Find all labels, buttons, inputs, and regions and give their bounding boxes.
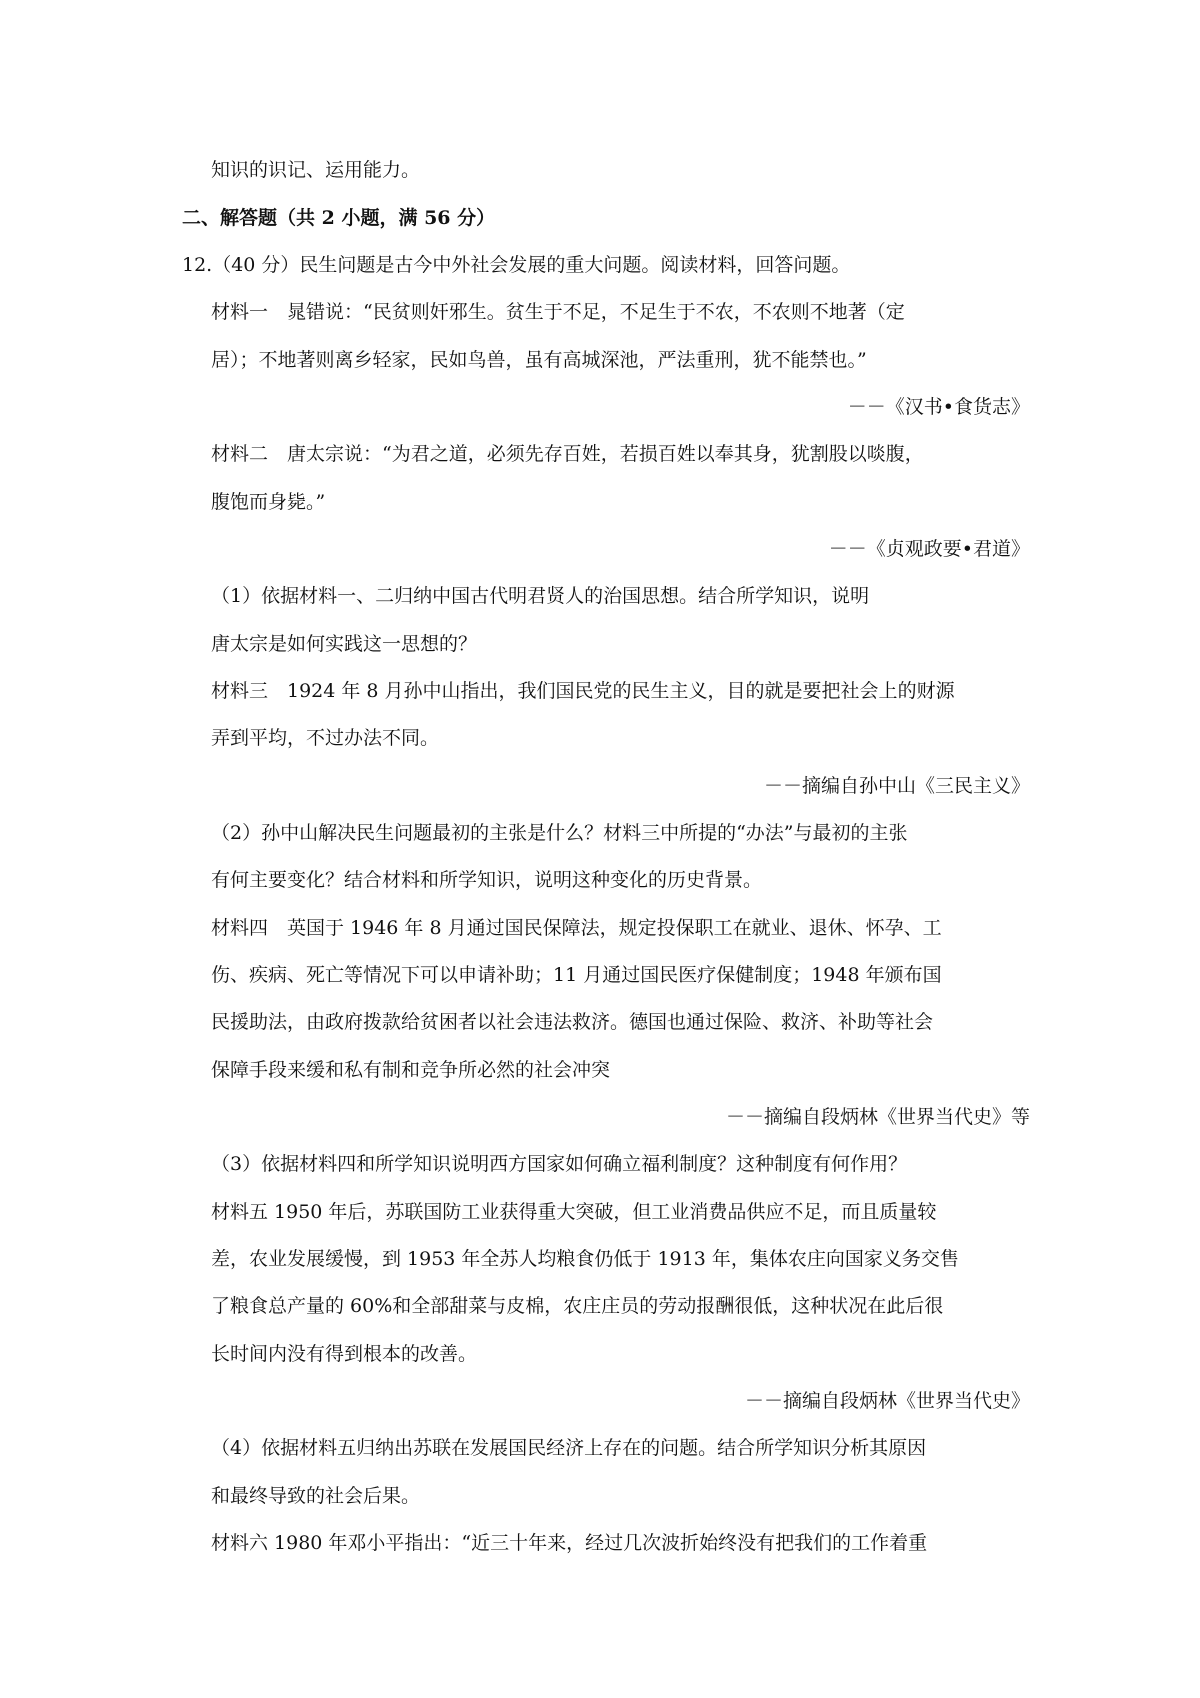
text-line: 有何主要变化？结合材料和所学知识，说明这种变化的历史背景。 <box>211 869 763 891</box>
citation: －－摘编自孙中山《三民主义》 <box>763 775 1030 797</box>
citation: －－《汉书•食货志》 <box>847 396 1030 418</box>
citation: －－摘编自段炳林《世界当代史》 <box>744 1390 1030 1412</box>
text-line: 和最终导致的社会后果。 <box>211 1485 421 1507</box>
text-line: 材料六 1980 年邓小平指出：“近三十年来，经过几次波折始终没有把我们的工作着重 <box>211 1532 928 1554</box>
text-line: 伤、疾病、死亡等情况下可以申请补助；11 月通过国民医疗保健制度；1948 年颁布国 <box>211 964 942 986</box>
text-line: 了粮食总产量的 60%和全部甜菜与皮棉，农庄庄员的劳动报酬很低，这种状况在此后很 <box>211 1295 944 1317</box>
text-line: 腹饱而身毙。” <box>211 491 326 513</box>
citation: －－摘编自段炳林《世界当代史》等 <box>725 1106 1030 1128</box>
text-line: 弄到平均，不过办法不同。 <box>211 727 440 749</box>
citation: －－《贞观政要•君道》 <box>828 538 1030 560</box>
section-heading: 二、解答题（共 2 小题，满 56 分） <box>182 207 496 229</box>
text-line: 材料二 唐太宗说：“为君之道，必须先存百姓，若损百姓以奉其身，犹割股以啖腹， <box>211 443 924 465</box>
text-line: 材料五 1950 年后，苏联国防工业获得重大突破，但工业消费品供应不足，而且质量较 <box>211 1201 937 1223</box>
question-stem: 12.（40 分）民生问题是古今中外社会发展的重大问题。阅读材料，回答问题。 <box>182 254 851 276</box>
sub-question: （2）孙中山解决民生问题最初的主张是什么？材料三中所提的“办法”与最初的主张 <box>211 822 908 844</box>
text-line: 知识的识记、运用能力。 <box>211 159 421 181</box>
sub-question: （3）依据材料四和所学知识说明西方国家如何确立福利制度？这种制度有何作用？ <box>211 1153 908 1175</box>
text-line: 居）；不地著则离乡轻家，民如鸟兽，虽有高城深池，严法重刑，犹不能禁也。” <box>211 349 867 371</box>
text-line: 差，农业发展缓慢，到 1953 年全苏人均粮食仍低于 1913 年，集体农庄向国家义务交售 <box>211 1248 959 1270</box>
text-line: 保障手段来缓和私有制和竞争所必然的社会冲突 <box>211 1059 611 1081</box>
text-line: 材料四 英国于 1946 年 8 月通过国民保障法，规定投保职工在就业、退休、怀孕、工 <box>211 917 942 939</box>
text-line: 长时间内没有得到根本的改善。 <box>211 1343 478 1365</box>
sub-question: （1）依据材料一、二归纳中国古代明君贤人的治国思想。结合所学知识，说明 <box>211 585 870 607</box>
text-line: 民援助法，由政府拨款给贫困者以社会违法救济。德国也通过保险、救济、补助等社会 <box>211 1011 934 1033</box>
sub-question: （4）依据材料五归纳出苏联在发展国民经济上存在的问题。结合所学知识分析其原因 <box>211 1437 927 1459</box>
text-line: 唐太宗是如何实践这一思想的？ <box>211 633 478 655</box>
text-line: 材料一 晁错说：“民贫则奸邪生。贫生于不足，不足生于不农，不农则不地著（定 <box>211 301 905 323</box>
text-line: 材料三 1924 年 8 月孙中山指出，我们国民党的民生主义，目的就是要把社会上的财源 <box>211 680 955 702</box>
